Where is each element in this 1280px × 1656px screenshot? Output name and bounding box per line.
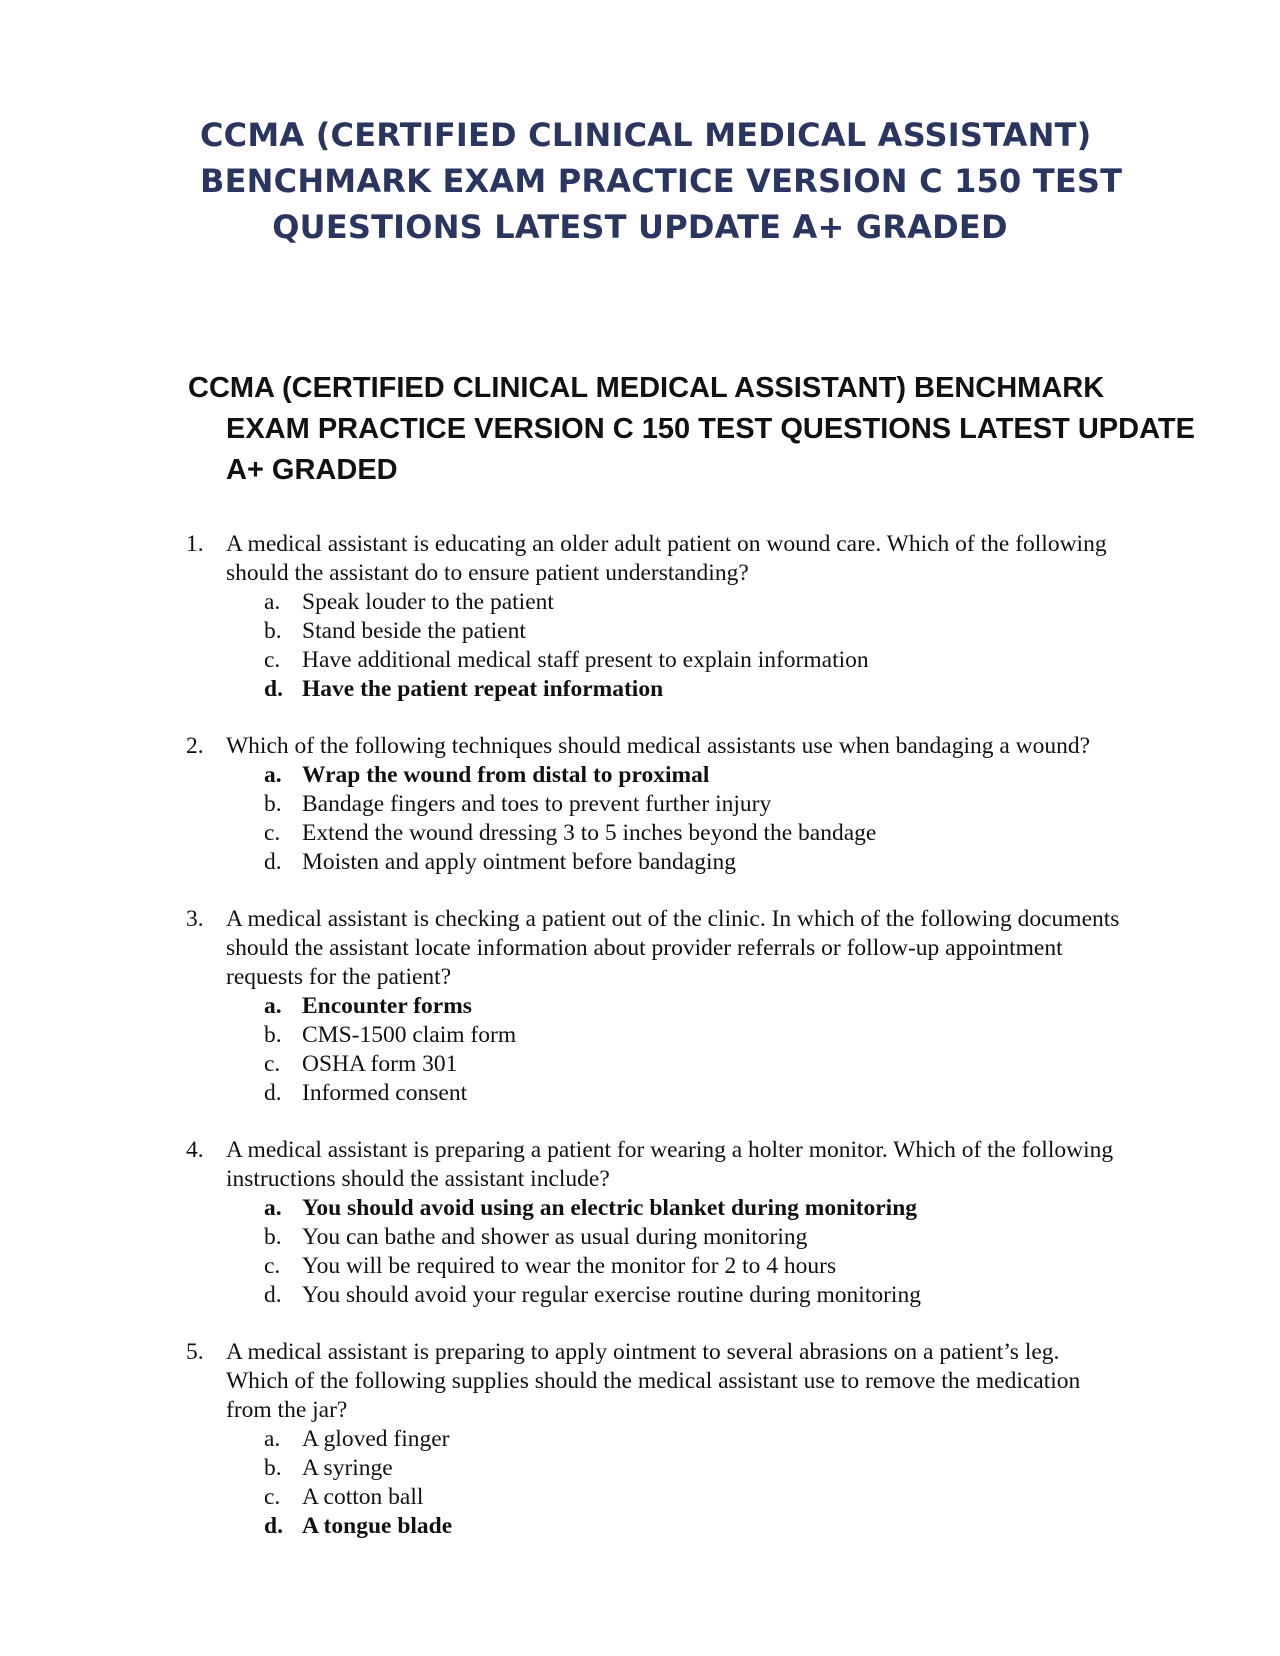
answer-option <box>264 1454 1126 1483</box>
option-text: Informed consent <box>302 1080 468 1106</box>
option-text: Encounter forms <box>302 993 472 1019</box>
title-line: CCMA (CERTIFIED CLINICAL MEDICAL ASSISTANT) <box>200 116 1092 154</box>
heading-line: A+ GRADED <box>226 454 398 486</box>
option-text: A gloved finger <box>302 1426 450 1452</box>
option-letter: c. <box>264 1253 281 1279</box>
option-text: Stand beside the patient <box>302 618 526 644</box>
option-letter: c. <box>264 1051 281 1077</box>
answer-option <box>264 848 1126 877</box>
answer-options <box>264 588 1126 704</box>
question-item <box>186 905 1126 1108</box>
answer-option <box>264 790 1126 819</box>
answer-options <box>264 992 1126 1108</box>
answer-option <box>264 1483 1126 1512</box>
answer-option <box>264 1223 1126 1252</box>
question-item <box>186 1136 1126 1310</box>
heading-line: CCMA (CERTIFIED CLINICAL MEDICAL ASSISTANT) BENCHMARK <box>188 372 1105 404</box>
option-letter: b. <box>264 1224 282 1250</box>
question-number: 1. <box>186 531 204 557</box>
question-number: 5. <box>186 1339 204 1365</box>
question-text: A medical assistant is checking a patient out of the clinic. In which of the following documents should the assistant locate information about provider referrals or follow-up appointment requests for the patient? <box>226 906 1120 990</box>
option-text: Wrap the wound from distal to proximal <box>302 762 710 788</box>
option-text: Have additional medical staff present to explain information <box>302 647 869 673</box>
answer-option <box>264 1252 1126 1281</box>
option-letter: d. <box>264 1513 283 1539</box>
option-text: Moisten and apply ointment before bandaging <box>302 849 736 875</box>
answer-option <box>264 617 1126 646</box>
option-letter: a. <box>264 762 282 788</box>
answer-option <box>264 646 1126 675</box>
correct-answer-option <box>264 675 1126 704</box>
option-letter: b. <box>264 618 282 644</box>
question-text: Which of the following techniques should medical assistants use when bandaging a wound? <box>226 733 1091 759</box>
answer-option <box>264 588 1126 617</box>
option-text: OSHA form 301 <box>302 1051 458 1077</box>
option-text: Bandage fingers and toes to prevent further injury <box>302 791 772 817</box>
option-text: You should avoid using an electric blanket during monitoring <box>302 1195 918 1221</box>
option-letter: b. <box>264 791 282 817</box>
answer-options <box>264 1425 1126 1541</box>
option-text: Extend the wound dressing 3 to 5 inches beyond the bandage <box>302 820 877 846</box>
option-letter: a. <box>264 1426 281 1452</box>
question-text: A medical assistant is educating an older adult patient on wound care. Which of the following should the assistant do to ensure patient understanding? <box>226 531 1107 586</box>
title-line: BENCHMARK EXAM PRACTICE VERSION C 150 TEST <box>200 162 1123 200</box>
question-text: A medical assistant is preparing to apply ointment to several abrasions on a patient’s leg. Which of the following supplies should the medical assistant use to remove the medication from the jar? <box>226 1339 1081 1423</box>
question-item <box>186 530 1126 704</box>
option-text: CMS-1500 claim form <box>302 1022 517 1048</box>
option-text: A tongue blade <box>302 1513 453 1539</box>
correct-answer-option <box>264 1512 1126 1541</box>
option-letter: d. <box>264 1080 282 1106</box>
option-letter: c. <box>264 820 281 846</box>
answer-option <box>264 1079 1126 1108</box>
title-line: QUESTIONS LATEST UPDATE A+ GRADED <box>272 208 1008 246</box>
option-letter: a. <box>264 1195 282 1221</box>
correct-answer-option <box>264 761 1126 790</box>
option-text: You will be required to wear the monitor for 2 to 4 hours <box>302 1253 837 1279</box>
option-letter: c. <box>264 1484 281 1510</box>
document-title <box>200 112 1123 250</box>
answer-option <box>264 1021 1126 1050</box>
answer-option <box>264 1050 1126 1079</box>
option-letter: d. <box>264 676 283 702</box>
correct-answer-option <box>264 992 1126 1021</box>
answer-option <box>264 1425 1126 1454</box>
option-letter: d. <box>264 1282 282 1308</box>
answer-option <box>264 1281 1126 1310</box>
option-text: You should avoid your regular exercise routine during monitoring <box>302 1282 921 1308</box>
option-letter: c. <box>264 647 281 673</box>
answer-options <box>264 761 1126 877</box>
question-item <box>186 732 1126 877</box>
option-text: You can bathe and shower as usual during monitoring <box>302 1224 808 1250</box>
option-letter: d. <box>264 849 282 875</box>
option-text: A cotton ball <box>302 1484 424 1510</box>
question-number: 3. <box>186 906 204 932</box>
question-item <box>186 1338 1126 1541</box>
question-list <box>186 530 1126 1569</box>
question-number: 2. <box>186 733 204 759</box>
option-letter: b. <box>264 1022 282 1048</box>
section-heading <box>188 368 1195 491</box>
answer-option <box>264 819 1126 848</box>
correct-answer-option <box>264 1194 1126 1223</box>
question-text: A medical assistant is preparing a patient for wearing a holter monitor. Which of the following instructions should the assistant include? <box>226 1137 1114 1192</box>
option-letter: a. <box>264 993 282 1019</box>
option-text: Speak louder to the patient <box>302 589 554 615</box>
answer-options <box>264 1194 1126 1310</box>
option-text: Have the patient repeat information <box>302 676 664 702</box>
option-text: A syringe <box>302 1455 393 1481</box>
option-letter: a. <box>264 589 281 615</box>
option-letter: b. <box>264 1455 282 1481</box>
question-number: 4. <box>186 1137 204 1163</box>
heading-line: EXAM PRACTICE VERSION C 150 TEST QUESTIONS LATEST UPDATE <box>226 413 1195 445</box>
